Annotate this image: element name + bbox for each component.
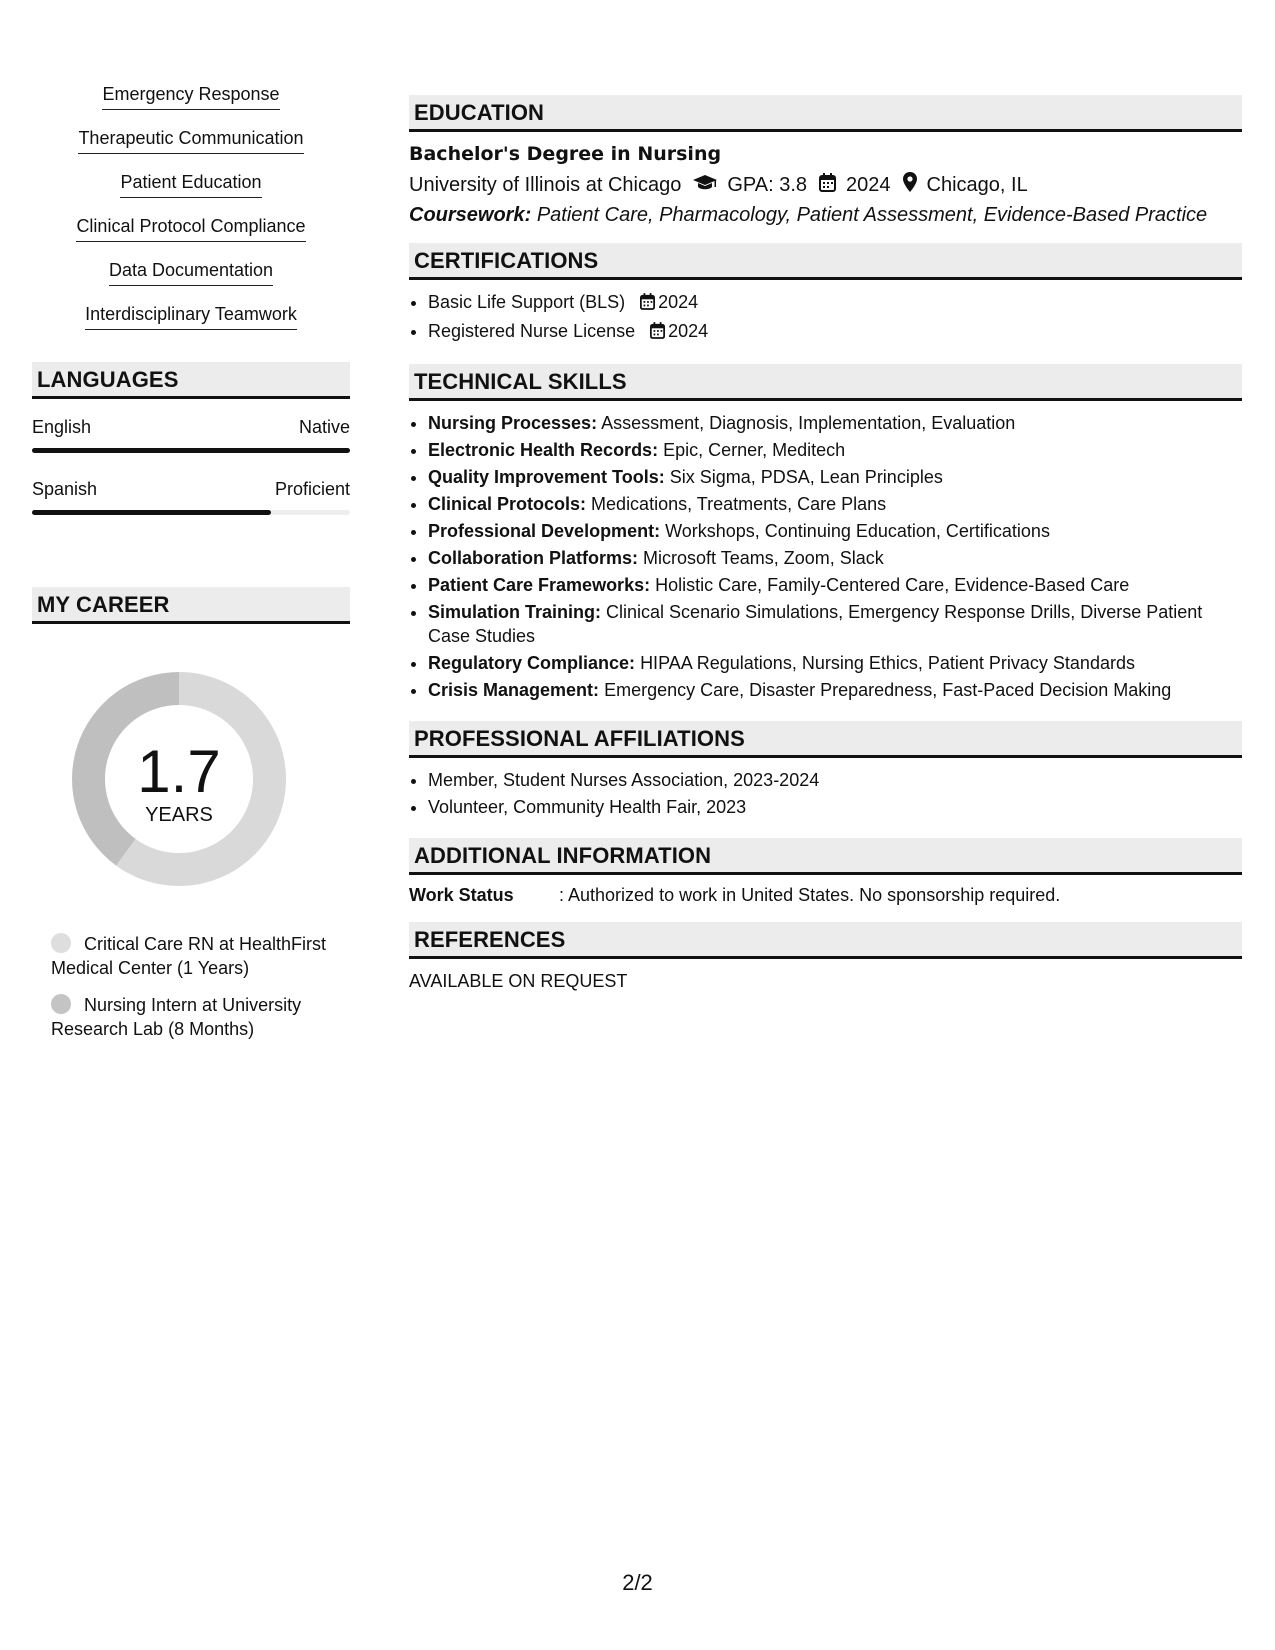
list-item bbox=[428, 438, 1242, 462]
skill-values: Assessment, Diagnosis, Implementation, Evaluation bbox=[601, 413, 1016, 433]
certification-name: Basic Life Support (BLS) bbox=[428, 292, 626, 312]
list-item bbox=[428, 795, 1242, 819]
list-item bbox=[428, 319, 1242, 345]
skill-category: Crisis Management: bbox=[428, 680, 600, 700]
skill-values: Clinical Scenario Simulations, Emergency Response Drills, Diverse Patient Case Studies bbox=[428, 602, 1203, 646]
career-legend bbox=[32, 932, 350, 1041]
language-bar-fill bbox=[32, 448, 350, 453]
additional-info-heading: ADDITIONAL INFORMATION bbox=[409, 838, 1242, 875]
list-item bbox=[32, 304, 350, 330]
calendar-icon bbox=[650, 321, 665, 345]
language-level: Native bbox=[298, 417, 350, 437]
list-item bbox=[428, 519, 1242, 543]
career-heading: MY CAREER bbox=[32, 587, 350, 624]
list-item bbox=[428, 768, 1242, 792]
list-item bbox=[428, 465, 1242, 489]
legend-dot bbox=[51, 994, 71, 1014]
affiliations-list bbox=[409, 768, 1242, 819]
certifications-list bbox=[409, 290, 1242, 345]
list-item bbox=[32, 216, 350, 242]
language-bar bbox=[32, 510, 350, 515]
technical-skills-list bbox=[409, 411, 1242, 702]
skill-values: Emergency Care, Disaster Preparedness, Fast-Paced Decision Making bbox=[604, 680, 1172, 700]
language-name: English bbox=[32, 417, 92, 437]
career-unit-label: YEARS bbox=[145, 804, 213, 826]
page-number: 2/2 bbox=[622, 1570, 653, 1595]
list-item bbox=[32, 84, 350, 110]
list-item bbox=[428, 651, 1242, 675]
skill-category: Nursing Processes: bbox=[428, 413, 598, 433]
list-item bbox=[428, 573, 1242, 597]
language-english bbox=[32, 417, 350, 453]
school-location: Chicago, IL bbox=[926, 173, 1028, 196]
school-name: University of Illinois at Chicago bbox=[409, 173, 682, 196]
career-role: Nursing Intern at University Research Lab (8 Months) bbox=[51, 995, 302, 1039]
language-name: Spanish bbox=[32, 479, 98, 499]
skill-category: Professional Development: bbox=[428, 521, 661, 541]
skill-category: Collaboration Platforms: bbox=[428, 548, 639, 568]
language-bar bbox=[32, 448, 350, 453]
affiliations-heading: PROFESSIONAL AFFILIATIONS bbox=[409, 721, 1242, 758]
gpa: GPA: 3.8 bbox=[727, 173, 808, 196]
skill-values: Medications, Treatments, Care Plans bbox=[591, 494, 887, 514]
legend-dot bbox=[51, 933, 71, 953]
skill-item: Therapeutic Communication bbox=[78, 128, 303, 154]
skill-category: Patient Care Frameworks: bbox=[428, 575, 651, 595]
coursework bbox=[409, 204, 1242, 227]
skill-item: Interdisciplinary Teamwork bbox=[85, 304, 297, 330]
skill-category: Simulation Training: bbox=[428, 602, 602, 622]
calendar-icon bbox=[819, 173, 836, 198]
graduation-cap-icon bbox=[693, 174, 717, 197]
affiliation-item: Member, Student Nurses Association, 2023-2024 bbox=[428, 770, 820, 790]
education-details bbox=[409, 172, 1242, 198]
skill-category: Quality Improvement Tools: bbox=[428, 467, 665, 487]
references-heading: REFERENCES bbox=[409, 922, 1242, 959]
skill-item: Emergency Response bbox=[102, 84, 279, 110]
references-text: AVAILABLE ON REQUEST bbox=[409, 971, 628, 991]
certification-year: 2024 bbox=[658, 292, 699, 312]
languages-heading: LANGUAGES bbox=[32, 362, 350, 399]
graduation-year: 2024 bbox=[846, 173, 891, 196]
work-status-label: Work Status bbox=[409, 885, 514, 905]
left-column bbox=[32, 84, 350, 1054]
career-donut-chart bbox=[64, 664, 294, 894]
legend-item bbox=[51, 932, 350, 980]
skill-values: Microsoft Teams, Zoom, Slack bbox=[643, 548, 884, 568]
career-role: Critical Care RN at HealthFirst Medical Center (1 Years) bbox=[51, 934, 327, 978]
list-item bbox=[428, 290, 1242, 316]
coursework-label: Coursework: bbox=[409, 204, 532, 226]
list-item bbox=[428, 678, 1242, 702]
skill-item: Data Documentation bbox=[109, 260, 273, 286]
skill-category: Clinical Protocols: bbox=[428, 494, 587, 514]
skill-category: Electronic Health Records: bbox=[428, 440, 659, 460]
work-status-value: : Authorized to work in United States. No sponsorship required. bbox=[559, 885, 1061, 905]
career-total-years: 1.7 bbox=[137, 738, 221, 805]
list-item bbox=[32, 128, 350, 154]
skill-values: Holistic Care, Family-Centered Care, Evidence-Based Care bbox=[655, 575, 1130, 595]
legend-item bbox=[51, 993, 350, 1041]
list-item bbox=[428, 411, 1242, 435]
map-pin-icon bbox=[903, 172, 917, 198]
list-item bbox=[32, 172, 350, 198]
technical-skills-heading: TECHNICAL SKILLS bbox=[409, 364, 1242, 401]
list-item bbox=[428, 492, 1242, 516]
calendar-icon bbox=[640, 292, 655, 316]
language-bar-fill bbox=[32, 510, 271, 515]
skill-values: HIPAA Regulations, Nursing Ethics, Patient Privacy Standards bbox=[640, 653, 1135, 673]
education-heading: EDUCATION bbox=[409, 95, 1242, 132]
certifications-heading: CERTIFICATIONS bbox=[409, 243, 1242, 280]
list-item bbox=[428, 546, 1242, 570]
coursework-list: Patient Care, Pharmacology, Patient Assessment, Evidence-Based Practice bbox=[536, 204, 1208, 226]
skill-category: Regulatory Compliance: bbox=[428, 653, 636, 673]
language-level: Proficient bbox=[274, 479, 350, 499]
certification-year: 2024 bbox=[668, 321, 709, 341]
skill-values: Epic, Cerner, Meditech bbox=[663, 440, 846, 460]
list-item bbox=[32, 260, 350, 286]
language-spanish bbox=[32, 479, 350, 515]
list-item bbox=[428, 600, 1242, 648]
right-column bbox=[409, 95, 1242, 992]
skill-values: Six Sigma, PDSA, Lean Principles bbox=[669, 467, 943, 487]
certification-name: Registered Nurse License bbox=[428, 321, 636, 341]
skill-item: Clinical Protocol Compliance bbox=[76, 216, 305, 242]
soft-skills-list bbox=[32, 84, 350, 330]
skill-item: Patient Education bbox=[120, 172, 261, 198]
work-status bbox=[409, 885, 1242, 906]
skill-values: Workshops, Continuing Education, Certifications bbox=[665, 521, 1050, 541]
affiliation-item: Volunteer, Community Health Fair, 2023 bbox=[428, 797, 747, 817]
degree-title: Bachelor's Degree in Nursing bbox=[409, 143, 722, 165]
